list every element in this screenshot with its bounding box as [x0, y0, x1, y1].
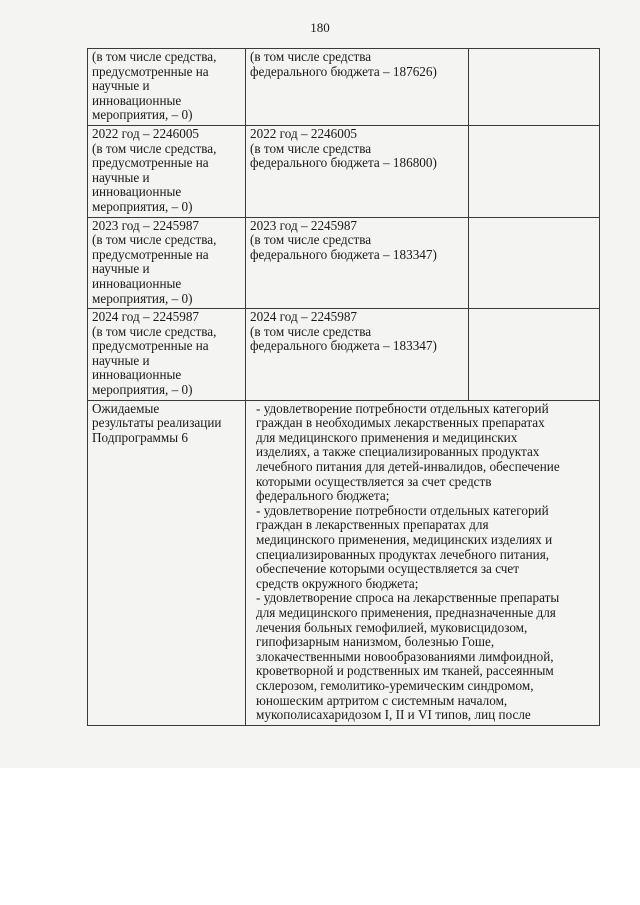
results-text-line: для медицинского применения и медицинских	[256, 429, 518, 445]
cell-funding-federal-line: (в том числе средства	[250, 140, 372, 156]
cell-funding-total	[88, 125, 246, 217]
cell-funding-total-line: научные и	[92, 352, 150, 368]
cell-empty	[469, 309, 600, 401]
cell-funding-federal-line: федерального бюджета – 186800)	[250, 155, 437, 171]
results-text-line: которыми осуществляется за счет средств	[256, 473, 492, 489]
cell-funding-federal	[246, 217, 469, 309]
cell-funding-total-line: инновационные	[92, 92, 182, 108]
results-text-line: лечебного питания для детей-инвалидов, обеспечение	[256, 459, 560, 475]
results-text-line: лечения больных гемофилией, муковисцидозом,	[256, 619, 528, 635]
results-text-line: гипофизарным нанизмом, болезнью Гоше,	[256, 634, 495, 650]
results-text-line: злокачественными новообразованиями лимфоидной,	[256, 648, 554, 664]
cell-funding-total-line: научные и	[92, 169, 150, 185]
results-text-line: обеспечение которыми осуществляется за счет	[256, 561, 520, 577]
results-text-line: склерозом, гемолитико-уремическим синдромом,	[256, 677, 534, 693]
cell-funding-total-line: инновационные	[92, 184, 182, 200]
table-row	[88, 125, 600, 217]
cell-empty	[469, 49, 600, 126]
results-text-line: юношеским артритом с системным началом,	[256, 692, 508, 708]
cell-funding-total-line: 2022 год – 2246005	[92, 125, 200, 141]
results-text	[246, 400, 600, 725]
cell-funding-total-line: мероприятия, – 0)	[92, 107, 193, 123]
cell-funding-total-line: 2024 год – 2245987	[92, 309, 200, 325]
cell-funding-total-line: мероприятия, – 0)	[92, 290, 193, 306]
cell-funding-total-line: научные и	[92, 78, 150, 94]
cell-funding-federal-line: 2024 год – 2245987	[250, 309, 358, 325]
results-text-line: - удовлетворение потребности отдельных категорий	[256, 400, 549, 416]
budget-table	[87, 48, 600, 726]
cell-funding-federal-line: (в том числе средства	[250, 49, 372, 64]
table-row	[88, 217, 600, 309]
results-text-line: - удовлетворение потребности отдельных категорий	[256, 502, 549, 518]
cell-funding-total-line: (в том числе средства,	[92, 232, 217, 248]
cell-funding-total	[88, 217, 246, 309]
page-number: 180	[310, 20, 330, 35]
results-text-line: федерального бюджета;	[256, 488, 390, 504]
results-row	[88, 400, 600, 725]
cell-funding-federal	[246, 125, 469, 217]
cell-funding-total-line: мероприятия, – 0)	[92, 198, 193, 214]
cell-funding-total-line: научные и	[92, 261, 150, 277]
cell-empty	[469, 125, 600, 217]
cell-funding-total-line: мероприятия, – 0)	[92, 382, 193, 398]
cell-funding-total-line: предусмотренные на	[92, 155, 209, 171]
results-label-line: результаты реализации	[92, 415, 222, 431]
results-text-line: - удовлетворение спроса на лекарственные препараты	[256, 590, 560, 606]
results-text-line: граждан в необходимых лекарственных препаратах	[256, 415, 545, 431]
cell-funding-total-line: инновационные	[92, 275, 182, 291]
cell-empty	[469, 217, 600, 309]
results-text-line: специализированных продуктах лечебного питания,	[256, 546, 550, 562]
cell-funding-federal	[246, 309, 469, 401]
cell-funding-total-line: предусмотренные на	[92, 246, 209, 262]
cell-funding-federal-line: федерального бюджета – 187626)	[250, 63, 437, 79]
results-label-line: Ожидаемые	[92, 400, 160, 416]
table-row	[88, 49, 600, 126]
cell-funding-total-line: (в том числе средства,	[92, 140, 217, 156]
results-text-line: медицинского применения, медицинских изделиях и	[256, 532, 553, 547]
results-text-line: граждан в лекарственных препаратах для	[256, 517, 489, 533]
cell-funding-federal-line: федерального бюджета – 183347)	[250, 338, 437, 354]
cell-funding-total-line: (в том числе средства,	[92, 323, 217, 339]
cell-funding-total-line: 2023 год – 2245987	[92, 217, 200, 233]
results-text-line: изделиях, а также специализированных продуктах	[256, 444, 540, 460]
table-row	[88, 309, 600, 401]
results-label	[88, 400, 246, 725]
results-text-line: средств окружного бюджета;	[256, 575, 419, 591]
cell-funding-federal	[246, 49, 469, 126]
results-text-line: кроветворной и родственных им тканей, рассеянным	[256, 663, 554, 679]
results-text-line: для медицинского применения, предназначенные для	[256, 604, 556, 620]
cell-funding-total	[88, 49, 246, 126]
results-label-line: Подпрограммы 6	[92, 429, 188, 445]
results-text-line: мукополисахаридозом I, II и VI типов, лиц после	[256, 707, 531, 723]
cell-funding-total-line: предусмотренные на	[92, 338, 209, 354]
cell-funding-total-line: инновационные	[92, 367, 182, 383]
cell-funding-total	[88, 309, 246, 401]
cell-funding-federal-line: 2022 год – 2246005	[250, 125, 358, 141]
cell-funding-federal-line: (в том числе средства	[250, 232, 372, 248]
cell-funding-federal-line: (в том числе средства	[250, 323, 372, 339]
cell-funding-federal-line: 2023 год – 2245987	[250, 217, 358, 233]
cell-funding-total-line: (в том числе средства,	[92, 49, 217, 64]
cell-funding-federal-line: федерального бюджета – 183347)	[250, 246, 437, 262]
cell-funding-total-line: предусмотренные на	[92, 63, 209, 79]
